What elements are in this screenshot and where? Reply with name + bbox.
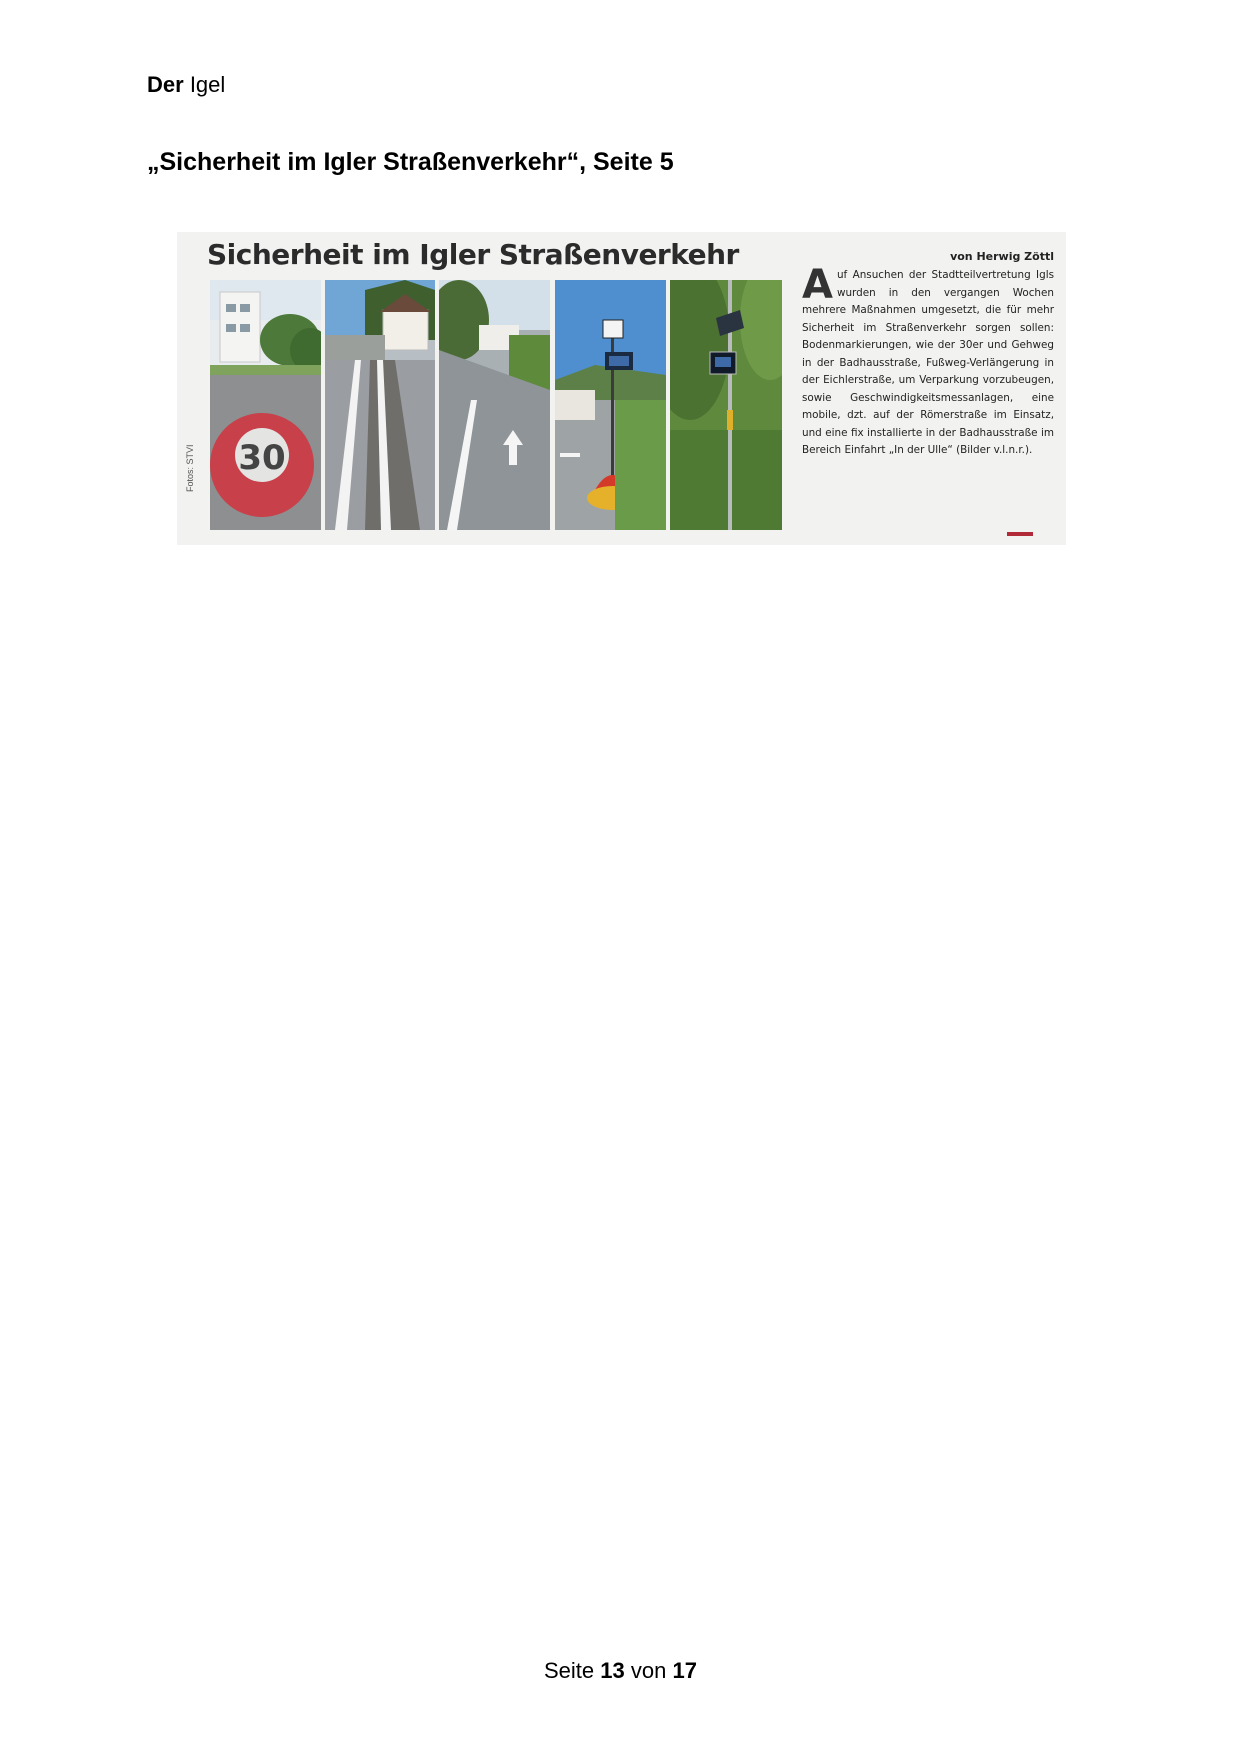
footer-prefix: Seite <box>544 1658 595 1683</box>
article-body <box>802 262 1054 460</box>
photo-credit: Fotos: STVI <box>185 444 195 492</box>
photo-road-center-strip <box>325 280 435 530</box>
article-text: uf Ansuchen der Stadtteilvertretung Igls wurden in den vergangen Wochen mehrere Maßnahmen umgesetzt, die für mehr Sicherheit im Straßenverkehr sorgen sollen: Bodenmarkierungen, wie der 30er und Gehweg in der Badhausstraße, Fußweg-Verlängerung in der Eichlerstraße, um Verparkung vorzubeugen, sowie Geschwindigkeitsmessanlagen, eine mobile, dzt. auf der Römerstraße im Einsatz, und eine fix installierte in der Badhausstraße im Bereich Einfahrt „In der Ulle“ (Bilder v.l.n.r.). <box>802 269 1054 456</box>
speed-marking-text: 30 <box>238 438 286 478</box>
byline: von Herwig Zöttl <box>950 250 1054 263</box>
photo-mobile-speed-display <box>555 280 666 530</box>
page-footer <box>0 1658 1241 1684</box>
end-mark <box>1007 532 1033 536</box>
article-column <box>802 250 1054 460</box>
header-bold: Der <box>147 72 184 97</box>
footer-total-pages: 17 <box>672 1658 697 1683</box>
footer-middle: von <box>630 1658 667 1683</box>
photo-footpath <box>439 280 550 530</box>
photo-speed-marking <box>210 280 321 530</box>
newspaper-clipping <box>177 232 1066 545</box>
drop-cap: A <box>802 262 833 308</box>
header-rest: Igel <box>189 72 226 97</box>
document-header <box>147 72 225 98</box>
document-title: „Sicherheit im Igler Straßenverkehr“, Seite 5 <box>147 148 674 176</box>
clipping-headline: Sicherheit im Igler Straßenverkehr <box>207 238 739 271</box>
footer-page-number: 13 <box>600 1658 625 1683</box>
photo-fixed-speed-display <box>670 280 782 530</box>
